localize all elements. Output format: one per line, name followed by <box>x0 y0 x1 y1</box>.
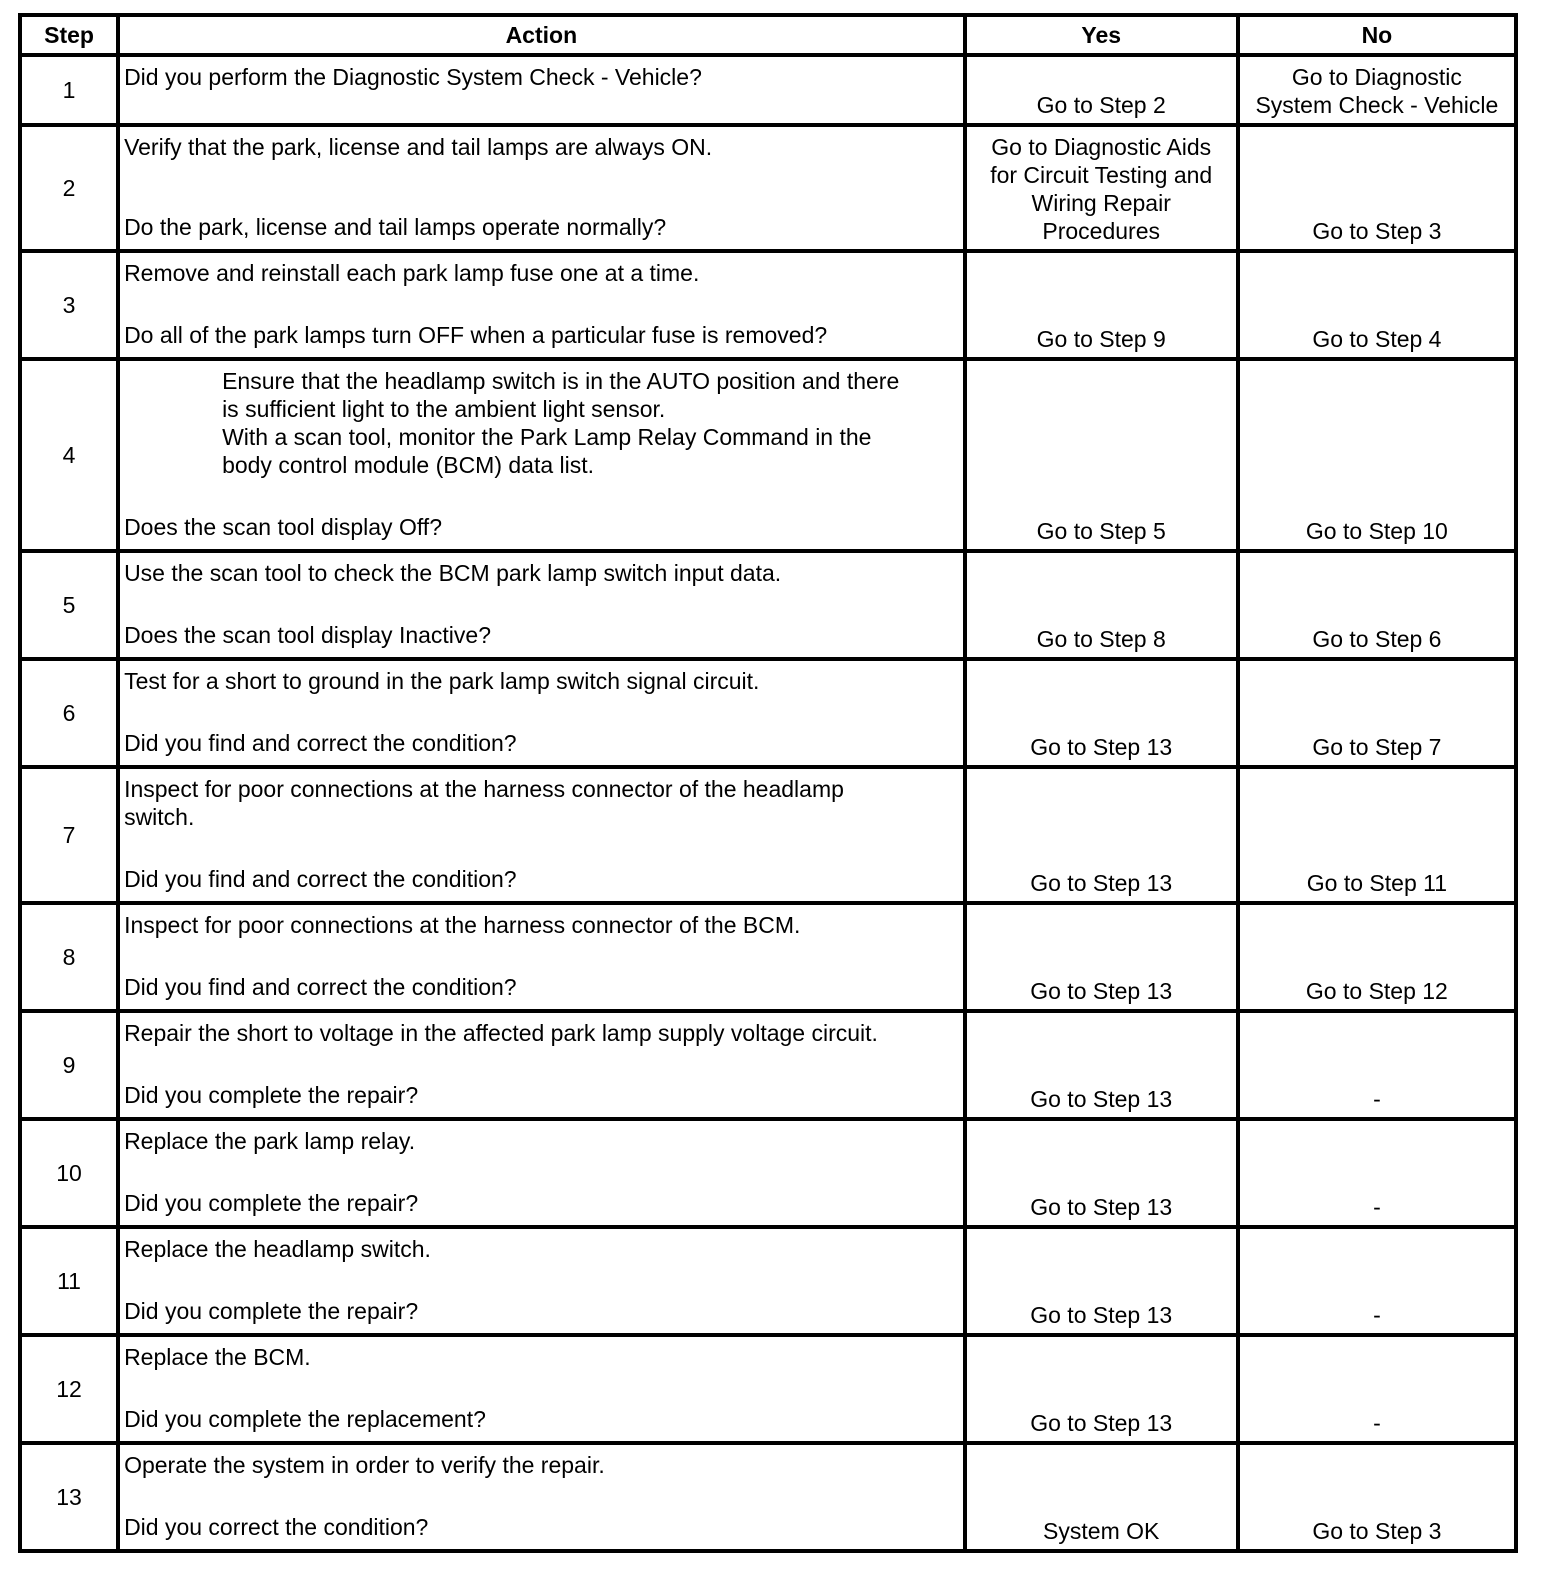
text-line: Did you complete the repair? <box>124 1298 419 1324</box>
yes-outcome <box>965 55 1238 125</box>
action-instruction <box>124 133 959 161</box>
text-line: Replace the BCM. <box>124 1344 311 1370</box>
action-cell <box>118 767 965 903</box>
no-outcome <box>1238 1119 1516 1227</box>
table-row <box>20 551 1516 659</box>
text-line: Did you find and correct the condition? <box>124 730 517 756</box>
action-instruction <box>124 667 959 695</box>
header-step: Step <box>20 15 118 55</box>
text-line: Procedures <box>1042 218 1161 244</box>
text-line: Go to Step 13 <box>1030 978 1173 1004</box>
table-row <box>20 251 1516 359</box>
text-line: Go to Step 2 <box>1036 92 1166 118</box>
yes-outcome <box>965 251 1238 359</box>
text-line: Operate the system in order to verify the repair. <box>124 1452 605 1478</box>
text-line: With a scan tool, monitor the Park Lamp Relay Command in the <box>222 424 872 450</box>
action-instruction <box>124 1019 959 1047</box>
table-row <box>20 1443 1516 1551</box>
table-row <box>20 1335 1516 1443</box>
no-outcome <box>1238 55 1516 125</box>
text-line: Does the scan tool display Off? <box>124 514 442 540</box>
action-question <box>124 1189 959 1217</box>
text-line: Replace the park lamp relay. <box>124 1128 416 1154</box>
action-question <box>124 1297 959 1325</box>
text-line: Does the scan tool display Inactive? <box>124 622 491 648</box>
step-number: 3 <box>20 251 118 359</box>
action-question <box>124 321 959 349</box>
text-line: - <box>1373 1086 1381 1112</box>
table-body <box>20 55 1516 1551</box>
no-outcome <box>1238 903 1516 1011</box>
text-line: Did you complete the repair? <box>124 1082 419 1108</box>
step-number: 4 <box>20 359 118 551</box>
no-outcome <box>1238 767 1516 903</box>
text-line: Did you perform the Diagnostic System Check - Vehicle? <box>124 64 702 90</box>
step-number: 10 <box>20 1119 118 1227</box>
action-instruction <box>124 1451 959 1479</box>
text-line: - <box>1373 1410 1381 1436</box>
text-line: is sufficient light to the ambient light sensor. <box>222 396 666 422</box>
action-instruction <box>124 63 959 91</box>
step-number: 13 <box>20 1443 118 1551</box>
table-row <box>20 359 1516 551</box>
step-number: 5 <box>20 551 118 659</box>
text-line: switch. <box>124 804 195 830</box>
header-action: Action <box>118 15 965 55</box>
table-row <box>20 1227 1516 1335</box>
text-line: System OK <box>1043 1518 1160 1544</box>
step-number: 2 <box>20 125 118 251</box>
text-line: System Check - Vehicle <box>1255 92 1499 118</box>
text-line: Inspect for poor connections at the harness connector of the BCM. <box>124 912 801 938</box>
action-cell <box>118 251 965 359</box>
header-yes: Yes <box>965 15 1238 55</box>
text-line: Test for a short to ground in the park lamp switch signal circuit. <box>124 668 760 694</box>
action-instruction <box>124 775 959 831</box>
table-row <box>20 1011 1516 1119</box>
yes-outcome <box>965 903 1238 1011</box>
no-outcome <box>1238 125 1516 251</box>
action-instruction <box>124 911 959 939</box>
action-instruction <box>124 1235 959 1263</box>
text-line: Go to Step 13 <box>1030 1410 1173 1436</box>
text-line: Did you find and correct the condition? <box>124 866 517 892</box>
text-line: Go to Step 13 <box>1030 1302 1173 1328</box>
action-cell <box>118 125 965 251</box>
yes-outcome <box>965 1335 1238 1443</box>
text-line: Go to Diagnostic <box>1291 64 1462 90</box>
action-cell <box>118 359 965 551</box>
action-instruction <box>124 1127 959 1155</box>
step-number: 8 <box>20 903 118 1011</box>
text-line: Did you find and correct the condition? <box>124 974 517 1000</box>
text-line: Verify that the park, license and tail lamps are always ON. <box>124 134 713 160</box>
action-question <box>124 1405 959 1433</box>
table-row <box>20 125 1516 251</box>
action-cell <box>118 1335 965 1443</box>
action-instruction <box>124 367 959 479</box>
text-line: Go to Step 7 <box>1312 734 1442 760</box>
text-line: Did you correct the condition? <box>124 1514 429 1540</box>
action-cell <box>118 1119 965 1227</box>
no-outcome <box>1238 659 1516 767</box>
no-outcome <box>1238 359 1516 551</box>
text-line: Go to Step 4 <box>1312 326 1442 352</box>
no-outcome <box>1238 251 1516 359</box>
step-number: 1 <box>20 55 118 125</box>
yes-outcome <box>965 359 1238 551</box>
text-line: Do the park, license and tail lamps operate normally? <box>124 214 667 240</box>
header-row <box>20 15 1516 55</box>
text-line: Wiring Repair <box>1031 190 1171 216</box>
text-line: Repair the short to voltage in the affected park lamp supply voltage circuit. <box>124 1020 878 1046</box>
step-number: 12 <box>20 1335 118 1443</box>
yes-outcome <box>965 125 1238 251</box>
text-line: Inspect for poor connections at the harness connector of the headlamp <box>124 776 844 802</box>
table-row <box>20 767 1516 903</box>
no-outcome <box>1238 1011 1516 1119</box>
action-question <box>124 213 959 241</box>
no-outcome <box>1238 1227 1516 1335</box>
text-line: Go to Step 13 <box>1030 734 1173 760</box>
text-line: Go to Step 6 <box>1312 626 1442 652</box>
action-cell <box>118 551 965 659</box>
action-cell <box>118 1011 965 1119</box>
action-question <box>124 865 959 893</box>
yes-outcome <box>965 659 1238 767</box>
text-line: Go to Step 9 <box>1036 326 1166 352</box>
action-question <box>124 1513 959 1541</box>
no-outcome <box>1238 1443 1516 1551</box>
yes-outcome <box>965 1011 1238 1119</box>
action-cell <box>118 903 965 1011</box>
text-line: Go to Step 10 <box>1305 518 1448 544</box>
yes-outcome <box>965 1443 1238 1551</box>
text-line: Go to Step 13 <box>1030 1086 1173 1112</box>
action-instruction <box>124 559 959 587</box>
text-line: Go to Step 8 <box>1036 626 1166 652</box>
yes-outcome <box>965 1119 1238 1227</box>
action-instruction <box>124 1343 959 1371</box>
text-line: Did you complete the repair? <box>124 1190 419 1216</box>
action-question <box>124 1081 959 1109</box>
text-line: Go to Step 11 <box>1306 870 1448 896</box>
text-line: - <box>1373 1302 1381 1328</box>
table-row <box>20 659 1516 767</box>
action-cell <box>118 659 965 767</box>
table-row <box>20 1119 1516 1227</box>
text-line: for Circuit Testing and <box>990 162 1213 188</box>
table-row <box>20 55 1516 125</box>
text-line: Go to Step 3 <box>1312 1518 1442 1544</box>
text-line: Did you complete the replacement? <box>124 1406 486 1432</box>
yes-outcome <box>965 551 1238 659</box>
table-row <box>20 903 1516 1011</box>
no-outcome <box>1238 551 1516 659</box>
step-number: 11 <box>20 1227 118 1335</box>
text-line: Do all of the park lamps turn OFF when a particular fuse is removed? <box>124 322 828 348</box>
action-question <box>124 513 959 541</box>
text-line: Go to Step 3 <box>1312 218 1442 244</box>
text-line: Ensure that the headlamp switch is in the AUTO position and there <box>222 368 900 394</box>
text-line: Replace the headlamp switch. <box>124 1236 431 1262</box>
yes-outcome <box>965 767 1238 903</box>
text-line: Use the scan tool to check the BCM park lamp switch input data. <box>124 560 782 586</box>
action-cell <box>118 1443 965 1551</box>
text-line: Go to Step 13 <box>1030 1194 1173 1220</box>
step-number: 7 <box>20 767 118 903</box>
action-question <box>124 729 959 757</box>
action-cell <box>118 55 965 125</box>
action-cell <box>118 1227 965 1335</box>
action-instruction <box>124 259 959 287</box>
action-question <box>124 621 959 649</box>
text-line: Go to Step 5 <box>1036 518 1166 544</box>
text-line: Remove and reinstall each park lamp fuse one at a time. <box>124 260 700 286</box>
text-line: Go to Step 12 <box>1305 978 1448 1004</box>
text-line: Go to Diagnostic Aids <box>991 134 1212 160</box>
diagnostic-table <box>18 13 1518 1553</box>
text-line: - <box>1373 1194 1381 1220</box>
action-question <box>124 973 959 1001</box>
text-line: body control module (BCM) data list. <box>222 452 595 478</box>
header-no: No <box>1238 15 1516 55</box>
yes-outcome <box>965 1227 1238 1335</box>
no-outcome <box>1238 1335 1516 1443</box>
step-number: 6 <box>20 659 118 767</box>
text-line: Go to Step 13 <box>1030 870 1173 896</box>
step-number: 9 <box>20 1011 118 1119</box>
